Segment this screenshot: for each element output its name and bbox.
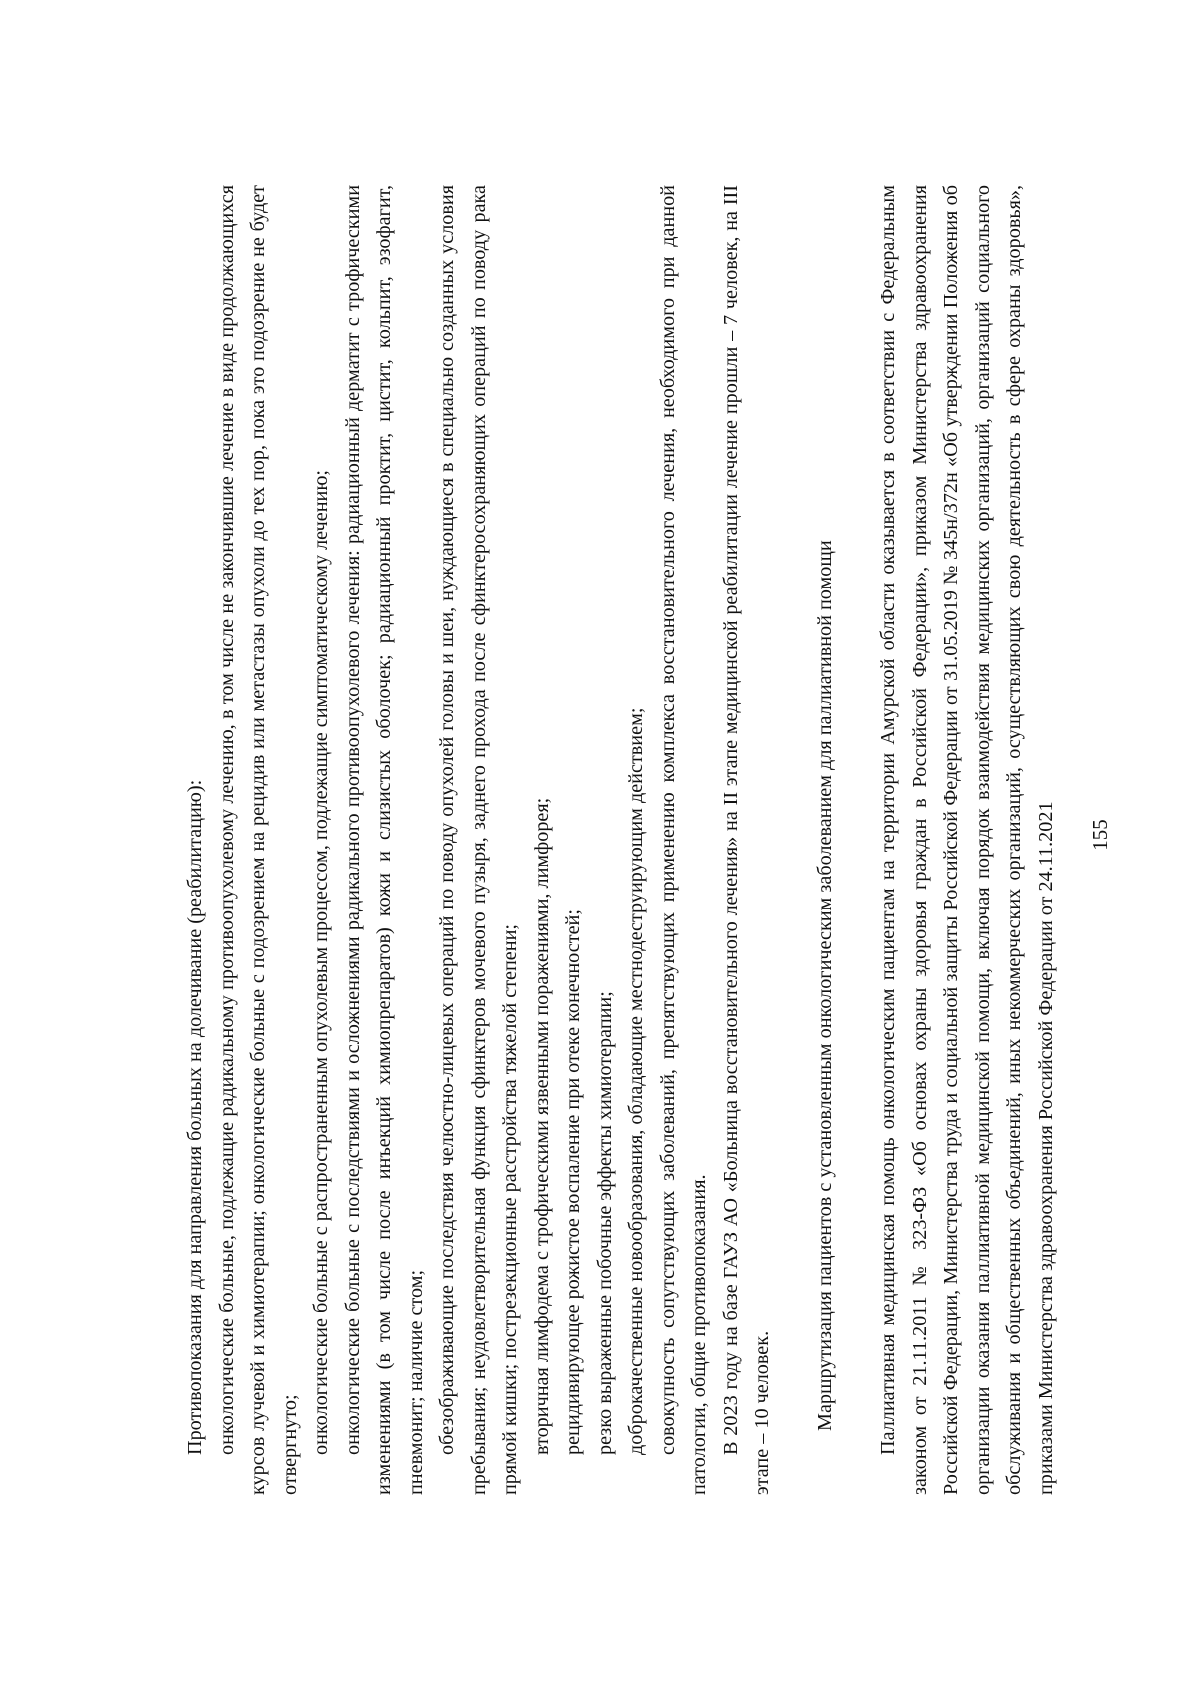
paragraph: онкологические больные с последствиями и осложнениями радикального противоопухолевого лечения: радиационный дерматит с трофическими изменениями (в том числе после инъекций химиопрепаратов) кожи и слизистых оболочек; радиационный проктит, цистит, кольпит, эзофагит, пневмонит; наличие стом;	[341, 185, 427, 1495]
list-item: рецидивирующее рожистое воспаление при отеке конечностей;	[562, 909, 584, 1455]
paragraph: В 2023 году на базе ГАУЗ АО «Больница восстановительного лечения» на II этапе медицинской реабилитации лечение прошли – 7 человек, на III этапе – 10 человек.	[719, 185, 773, 1495]
paragraph: онкологические больные с распространенным опухолевым процессом, подлежащие симптоматическому лечению;	[310, 469, 332, 1455]
spacer	[842, 185, 874, 1495]
list-item: резко выраженные побочные эффекты химиотерапии;	[593, 991, 616, 1455]
section-heading: Маршрутизация пациентов с установленным онкологическим заболеванием для паллиативной помощи	[814, 540, 836, 1431]
page-number: 155	[1088, 819, 1112, 851]
rotated-text-block	[180, 185, 1060, 1495]
contraindications-title: Противопоказания для направления больных на долечивание (реабилитацию):	[184, 779, 206, 1455]
paragraph: обезображивающие последствия челюстно-лицевых операций по поводу опухолей головы и шеи, нуждающиеся в специально созданных условия пребывания; неудовлетворительная функция сфинктеров мочевого пузыря, заднего прохода после сфинктеросохраняющих операций по поводу рака прямой кишки; пострезекционные расстройства тяжелой степени;	[436, 185, 521, 1495]
list-item: доброкачественные новообразования, обладающие местнодеструирующим действием;	[625, 707, 647, 1455]
paragraph: Паллиативная медицинская помощь онкологическим пациентам на территории Амурской области оказывается в соответствии с Федеральным законом от 21.11.2011 № 323-ФЗ «Об основах охраны здоровья граждан в Российской Федерации», приказом Министерства здравоохранения Российской Федерации, Министерства труда и социальной защиты Российской Федерации от 31.05.2019 № 345н/372н «Об утверждении Положения об организации оказания паллиативной медицинской помощи, включая порядок взаимодействия медицинских организаций, организаций социального обслуживания и общественных объединений, иных некоммерческих организаций, осуществляющих свою деятельность в сфере охраны здоровья», приказами Министерства здравоохранения Российской Федерации от 24.11.2021	[877, 185, 1057, 1495]
list-item: вторичная лимфодема с трофическими язвенными поражениями, лимфорея;	[530, 797, 553, 1455]
paragraph: онкологические больные, подлежащие радикальному противоопухолевому лечению, в том числе не закончившие лечение в виде продолжающихся курсов лучевой и химиотерапии; онкологические больные с подозрением на рецидив или метастазы опухоли до тех пор, пока это подозрение не будет отвергнуто;	[215, 185, 301, 1495]
list-item: совокупность сопутствующих заболеваний, препятствующих применению комплекса восстановительного лечения, необходимого при данной патологии, общие противопоказания.	[656, 185, 710, 1495]
page-body	[180, 185, 1060, 1495]
spacer	[779, 185, 811, 1495]
